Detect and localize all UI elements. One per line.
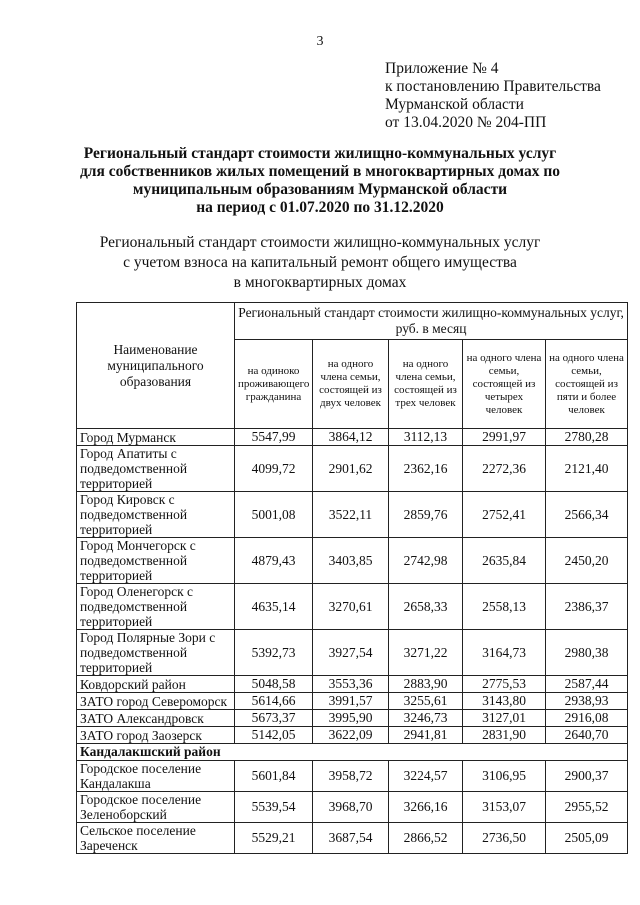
value-cell: 3553,36 bbox=[313, 676, 389, 693]
value-cell: 2386,37 bbox=[546, 584, 628, 630]
value-cell: 2991,97 bbox=[463, 429, 546, 446]
municipality-name: Город Апатиты с подведомственной территорией bbox=[77, 446, 235, 492]
value-cell: 3991,57 bbox=[313, 693, 389, 710]
table-row bbox=[77, 584, 628, 630]
value-cell: 2121,40 bbox=[546, 446, 628, 492]
value-cell: 2587,44 bbox=[546, 676, 628, 693]
value-cell: 3153,07 bbox=[463, 792, 546, 823]
value-cell: 2505,09 bbox=[546, 823, 628, 854]
table-row bbox=[77, 538, 628, 584]
value-cell: 5547,99 bbox=[235, 429, 313, 446]
value-cell: 3143,80 bbox=[463, 693, 546, 710]
table-row bbox=[77, 492, 628, 538]
value-cell: 4879,43 bbox=[235, 538, 313, 584]
value-cell: 5673,37 bbox=[235, 710, 313, 727]
value-cell: 5142,05 bbox=[235, 727, 313, 744]
municipality-name: Город Полярные Зори с подведомственной территорией bbox=[77, 630, 235, 676]
table-row bbox=[77, 792, 628, 823]
municipality-name: Ковдорский район bbox=[77, 676, 235, 693]
value-cell: 2900,37 bbox=[546, 761, 628, 792]
value-cell: 3246,73 bbox=[389, 710, 463, 727]
value-cell: 3403,85 bbox=[313, 538, 389, 584]
group-column-header: Региональный стандарт стоимости жилищно-коммунальных услуг, руб. в месяц bbox=[235, 303, 628, 340]
value-cell: 2566,34 bbox=[546, 492, 628, 538]
table-row bbox=[77, 630, 628, 676]
annex-block bbox=[385, 60, 601, 132]
page-number: 3 bbox=[316, 34, 324, 49]
value-cell: 2955,52 bbox=[546, 792, 628, 823]
value-cell: 3112,13 bbox=[389, 429, 463, 446]
value-cell: 2916,08 bbox=[546, 710, 628, 727]
title-line: Региональный стандарт стоимости жилищно-коммунальных услуг bbox=[83, 145, 557, 162]
table-row bbox=[77, 823, 628, 854]
municipality-name: Город Оленегорск с подведомственной территорией bbox=[77, 584, 235, 630]
column-header-two: на одного члена семьи, состоящей из двух человек bbox=[313, 340, 389, 429]
value-cell: 2980,38 bbox=[546, 630, 628, 676]
annex-line: Мурманской области bbox=[385, 96, 524, 113]
value-cell: 5614,66 bbox=[235, 693, 313, 710]
municipality-name: Городское поселение Зеленоборский bbox=[77, 792, 235, 823]
title-line: муниципальным образованиям Мурманской области bbox=[132, 181, 508, 198]
value-cell: 5048,58 bbox=[235, 676, 313, 693]
value-cell: 3270,61 bbox=[313, 584, 389, 630]
value-cell: 5539,54 bbox=[235, 792, 313, 823]
value-cell: 5392,73 bbox=[235, 630, 313, 676]
value-cell: 3864,12 bbox=[313, 429, 389, 446]
value-cell: 2941,81 bbox=[389, 727, 463, 744]
district-row bbox=[77, 744, 628, 761]
table-row bbox=[77, 676, 628, 693]
column-header-single: на одиноко проживающего гражданина bbox=[235, 340, 313, 429]
value-cell: 2362,16 bbox=[389, 446, 463, 492]
annex-line: к постановлению Правительства bbox=[385, 78, 601, 95]
value-cell: 2272,36 bbox=[463, 446, 546, 492]
column-header-five: на одного члена семьи, состоящей из пяти и более человек bbox=[546, 340, 628, 429]
column-header-four: на одного члена семьи, состоящей из четырех человек bbox=[463, 340, 546, 429]
value-cell: 2736,50 bbox=[463, 823, 546, 854]
table-row bbox=[77, 429, 628, 446]
value-cell: 2635,84 bbox=[463, 538, 546, 584]
value-cell: 3995,90 bbox=[313, 710, 389, 727]
district-heading: Кандалакшский район bbox=[77, 744, 628, 761]
value-cell: 3106,95 bbox=[463, 761, 546, 792]
table-row bbox=[77, 693, 628, 710]
value-cell: 3927,54 bbox=[313, 630, 389, 676]
value-cell: 2831,90 bbox=[463, 727, 546, 744]
title-line: на период с 01.07.2020 по 31.12.2020 bbox=[196, 199, 444, 216]
title-line: для собственников жилых помещений в многоквартирных домах по bbox=[79, 163, 561, 180]
value-cell: 3522,11 bbox=[313, 492, 389, 538]
value-cell: 2859,76 bbox=[389, 492, 463, 538]
value-cell: 2658,33 bbox=[389, 584, 463, 630]
municipality-name: Сельское поселение Зареченск bbox=[77, 823, 235, 854]
municipality-name: Город Кировск с подведомственной территорией bbox=[77, 492, 235, 538]
value-cell: 2775,53 bbox=[463, 676, 546, 693]
value-cell: 3255,61 bbox=[389, 693, 463, 710]
value-cell: 4099,72 bbox=[235, 446, 313, 492]
table-row bbox=[77, 446, 628, 492]
value-cell: 2780,28 bbox=[546, 429, 628, 446]
name-column-header: Наименование муниципального образования bbox=[77, 303, 235, 429]
value-cell: 2901,62 bbox=[313, 446, 389, 492]
value-cell: 3224,57 bbox=[389, 761, 463, 792]
value-cell: 3266,16 bbox=[389, 792, 463, 823]
value-cell: 3271,22 bbox=[389, 630, 463, 676]
caption-line: с учетом взноса на капитальный ремонт общего имущества bbox=[123, 254, 517, 271]
annex-line: от 13.04.2020 № 204-ПП bbox=[385, 114, 547, 131]
value-cell: 3958,72 bbox=[313, 761, 389, 792]
value-cell: 2866,52 bbox=[389, 823, 463, 854]
value-cell: 5529,21 bbox=[235, 823, 313, 854]
value-cell: 2752,41 bbox=[463, 492, 546, 538]
value-cell: 2883,90 bbox=[389, 676, 463, 693]
municipality-name: Город Мончегорск с подведомственной территорией bbox=[77, 538, 235, 584]
municipality-name: ЗАТО город Североморск bbox=[77, 693, 235, 710]
annex-line: Приложение № 4 bbox=[385, 60, 499, 77]
value-cell: 2450,20 bbox=[546, 538, 628, 584]
caption-line: в многоквартирных домах bbox=[233, 274, 407, 291]
municipality-name: ЗАТО Александровск bbox=[77, 710, 235, 727]
column-header-three: на одного члена семьи, состоящей из трех человек bbox=[389, 340, 463, 429]
value-cell: 2742,98 bbox=[389, 538, 463, 584]
standards-table bbox=[76, 302, 628, 854]
document-title bbox=[60, 145, 580, 217]
table-row bbox=[77, 761, 628, 792]
table-row bbox=[77, 710, 628, 727]
caption-line: Региональный стандарт стоимости жилищно-коммунальных услуг bbox=[99, 234, 541, 251]
value-cell: 5001,08 bbox=[235, 492, 313, 538]
value-cell: 5601,84 bbox=[235, 761, 313, 792]
municipality-name: ЗАТО город Заозерск bbox=[77, 727, 235, 744]
municipality-name: Городское поселение Кандалакша bbox=[77, 761, 235, 792]
value-cell: 3622,09 bbox=[313, 727, 389, 744]
value-cell: 2640,70 bbox=[546, 727, 628, 744]
value-cell: 4635,14 bbox=[235, 584, 313, 630]
table-row bbox=[77, 727, 628, 744]
value-cell: 2938,93 bbox=[546, 693, 628, 710]
value-cell: 3687,54 bbox=[313, 823, 389, 854]
value-cell: 3164,73 bbox=[463, 630, 546, 676]
municipality-name: Город Мурманск bbox=[77, 429, 235, 446]
value-cell: 2558,13 bbox=[463, 584, 546, 630]
table-caption bbox=[60, 233, 580, 293]
value-cell: 3127,01 bbox=[463, 710, 546, 727]
value-cell: 3968,70 bbox=[313, 792, 389, 823]
